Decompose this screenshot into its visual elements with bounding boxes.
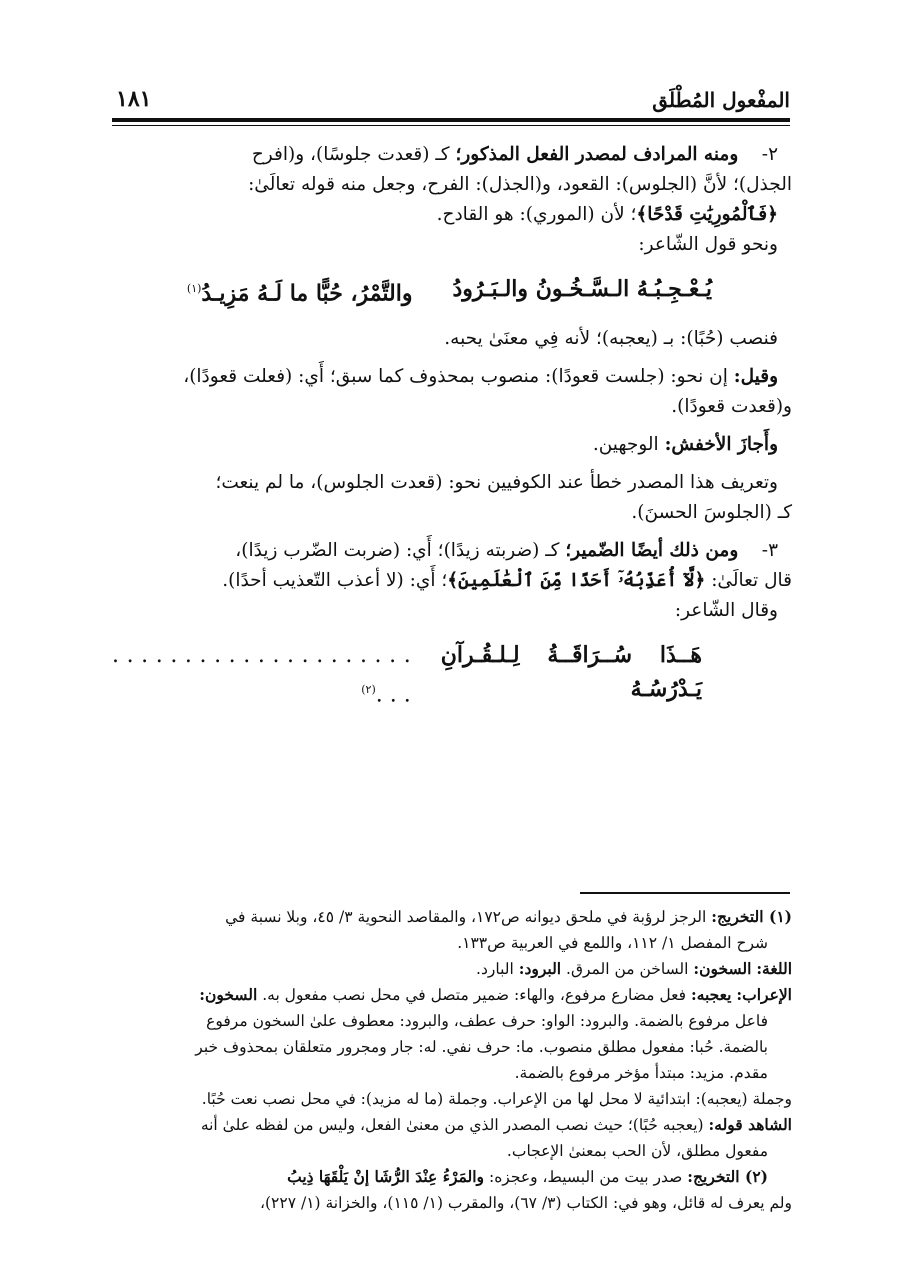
verse-second-hemistich <box>112 638 411 712</box>
footnote-text: البارد. <box>476 960 514 978</box>
footnote-text: الساخن من المرق. <box>566 960 689 978</box>
verse-first-hemistich: هَــذَا سُــرَاقَــةُ لِـلـقُـرآنِ يَـدْرُسُـهُ <box>440 642 702 703</box>
footnote-text: صدر بيت من البسيط، وعجزه: <box>488 1168 683 1186</box>
footnote-shahid <box>110 1112 792 1138</box>
header-rule-thin <box>112 125 790 126</box>
bold-lead: وأَجازَ الأخفش: <box>664 434 778 456</box>
footnote-label: الشاهد قوله: <box>708 1115 792 1134</box>
text-line: الوجهين. <box>592 434 659 456</box>
footnote-lang <box>110 956 792 982</box>
footnote-term: السخون: <box>199 985 258 1004</box>
footnote-label: (٢) التخريج: <box>687 1167 768 1186</box>
page-number: ١٨١ <box>116 86 152 112</box>
verse-second-hemistich <box>187 272 413 310</box>
footnote-irab-line: فاعل مرفوع بالضمة. والبرود: الواو: حرف عطف، والبرود: معطوف علىٰ السخون مرفوع <box>206 1012 768 1030</box>
footnote-label: اللغة: <box>756 959 792 978</box>
chapter-title: المفْعول المُطْلَق <box>652 88 790 112</box>
footnote-shahid-line: مفعول مطلق، لأن الحب بمعنىٰ الإعجاب. <box>506 1142 768 1160</box>
paragraph-2 <box>112 140 792 170</box>
footnote-label: (١) التخريج: <box>711 907 792 926</box>
footnote-text: فعل مضارع مرفوع، والهاء: ضمير متصل في محل نصب مفعول به. <box>262 986 687 1004</box>
text-line: و(قعدت قعودًا). <box>671 396 792 418</box>
quran-line <box>112 566 792 596</box>
paragraph-akhfash <box>112 430 792 460</box>
footnote-2-line <box>110 1164 792 1190</box>
footnote-label: الإعراب: <box>736 985 792 1004</box>
footnote-1-line: شرح المفصل ١/ ١١٢، واللمع في العربية ص١٣٣. <box>457 934 768 952</box>
text-line: كـ (ضربته زيدًا)؛ أَي: (ضربت الضّرب زيدًا)، <box>235 540 560 562</box>
text-line: وقال الشّاعر: <box>674 600 778 622</box>
text-line: ؛ لأن (الموري): هو القادح. <box>436 204 637 225</box>
footnote-separator <box>580 892 790 894</box>
footnote-ref: (٢) <box>361 683 376 697</box>
footnote-irab-line: مقدم. مزيد: مبتدأ مؤخر مرفوع بالضمة. <box>514 1064 768 1082</box>
quran-line <box>112 200 792 230</box>
text-line: فنصب (حُبًا): بـ (يعجبه)؛ لأنه فِي معنَىٰ يحبه. <box>444 328 778 350</box>
bold-lead: ومن ذلك أيضًا الضّمير؛ <box>565 540 739 562</box>
text-line: كـ (قعدت جلوسًا)، و(افرح <box>251 144 450 165</box>
running-header <box>110 80 790 120</box>
footnote-text: (يعجبه حُبًا)؛ حيث نصب المصدر الذي من معنىٰ الفعل، وليس من لفظه علىٰ أنه <box>200 1116 704 1134</box>
item-number: ٢- <box>761 144 778 165</box>
item-number: ٣- <box>761 540 778 562</box>
footnote-irab-line: بالضمة. حُبا: مفعول مطلق منصوب. ما: حرف نفي. له: جار ومجرور متعلقان بمحذوف خبر <box>195 1038 768 1056</box>
main-text <box>112 140 792 727</box>
text-line: كـ (الجلوسَ الحسنَ). <box>631 502 792 524</box>
quran-verse: ﴿فَٱلْمُورِيَٰتِ قَدْحًا﴾ <box>636 204 778 225</box>
verse-first-hemistich: يُـعْـجِـبُـهُ الـسَّـخُـونُ والـبَـرُودُ <box>452 276 712 302</box>
text-line: إن نحو: (جلست قعودًا): منصوب بمحذوف كما سبق؛ أَي: (فعلت قعودًا)، <box>183 366 728 388</box>
footnote-ref: (١) <box>186 282 202 295</box>
footnotes <box>110 904 792 1216</box>
paragraph-qil <box>112 362 792 392</box>
footnote-jumla: وجملة (يعجبه): ابتدائية لا محل لها من الإعراب. وجملة (ما له مزيد): في محل نصب نعت حُبًا. <box>201 1090 792 1108</box>
poem-verse-1 <box>112 272 792 310</box>
header-rule-thick <box>112 118 790 122</box>
verse-text: والتَّمْرُ، حُبًّا ما لَـهُ مَزِيـدُ <box>201 280 413 307</box>
footnote-term: البرود: <box>518 959 562 978</box>
text-line: الجذل)؛ لأنَّ (الجلوس): القعود، و(الجذل): الفرح، وجعل منه قوله تعالَىٰ: <box>248 174 792 195</box>
footnote-term: يعجبه: <box>690 985 732 1004</box>
verse-ellipsis: . . . . . . . . . . . . . . . . . . . . . . . . <box>112 643 411 708</box>
bold-lead: ومنه المرادف لمصدر الفعل المذكور؛ <box>455 144 739 165</box>
text-line: ؛ أَي: (لا أعذب التّعذيب أحدًا). <box>222 570 448 592</box>
footnote-1-line <box>110 904 792 930</box>
quran-verse: ﴿لَّآ أُعَذِّبُهُۥٓ أَحَدًا مِّنَ ٱلْعَٰلَمِينَ﴾ <box>447 570 706 592</box>
footnote-text: الرجز لرؤبة في ملحق ديوانه ص١٧٢، والمقاصد النحوية ٣/ ٤٥، وبلا نسبة في <box>225 908 707 926</box>
footnote-verse: والمَرْءُ عِنْدَ الرُّشَا إنْ يَلْقَهَا ذِيبُ <box>287 1167 485 1186</box>
text-line: ونحو قول الشّاعر: <box>638 234 778 255</box>
text-line: وتعريف هذا المصدر خطأ عند الكوفيين نحو: (قعدت الجلوس)، ما لم ينعت؛ <box>215 472 778 494</box>
footnote-irab <box>110 982 792 1008</box>
poem-verse-2 <box>112 638 792 712</box>
footnote-term: السخون: <box>693 959 752 978</box>
paragraph-3 <box>112 536 792 566</box>
text-line: قال تعالَىٰ: <box>711 570 792 592</box>
footnote-2-line: ولم يعرف له قائل، وهو في: الكتاب (٣/ ٦٧)، والمقرب (١/ ١١٥)، والخزانة (١/ ٢٢٧)، <box>259 1194 792 1212</box>
bold-lead: وقيل: <box>733 366 778 388</box>
